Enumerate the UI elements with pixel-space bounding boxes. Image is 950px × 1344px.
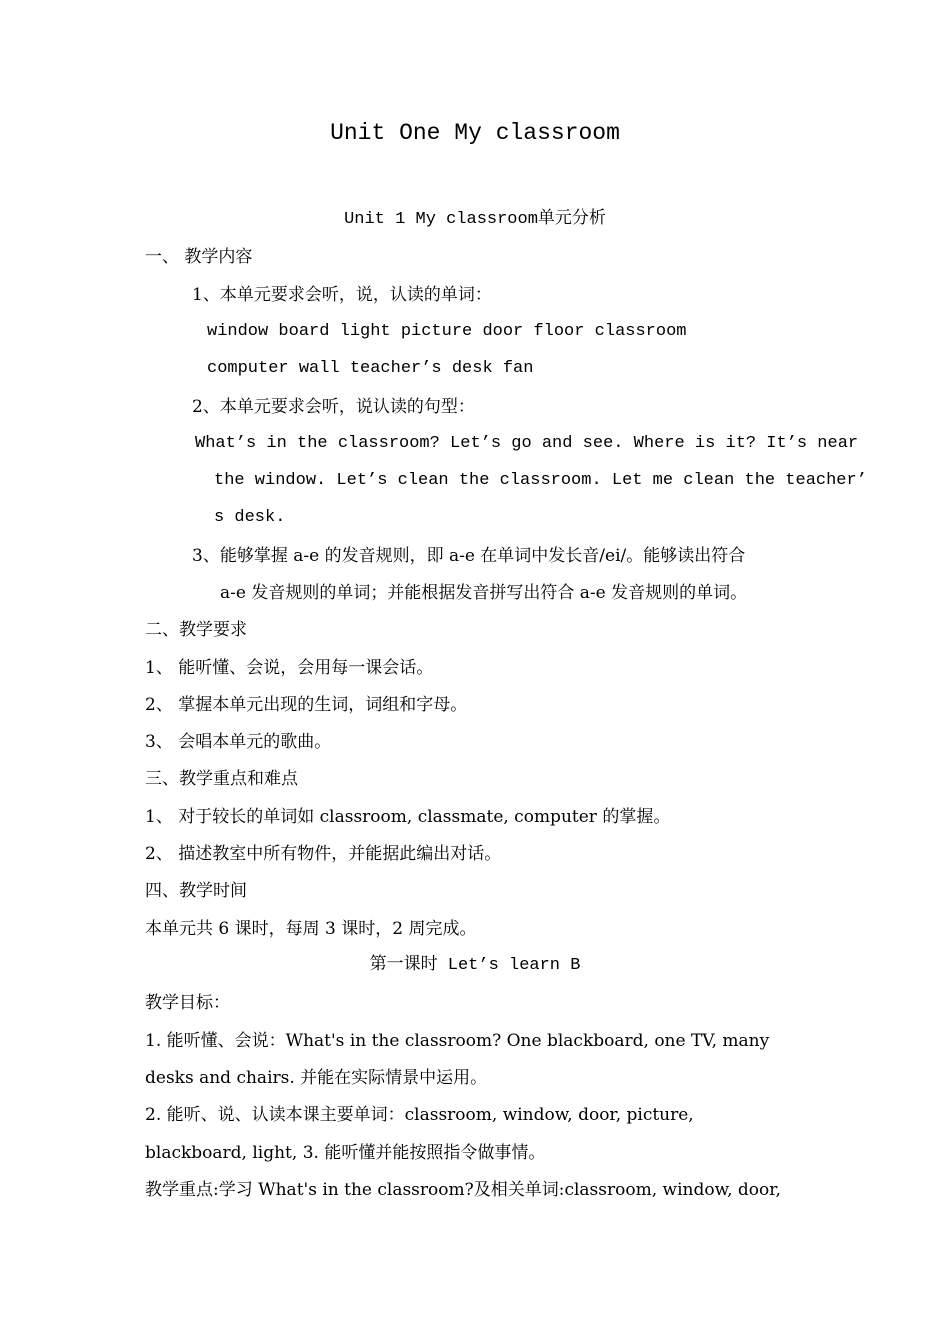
lesson-title: 第一课时 Let’s learn B	[369, 956, 581, 975]
requirement-item-1: 1、 能听懂、会说，会用每一课会话。	[145, 658, 434, 678]
sentence-line-3: s desk.	[214, 508, 286, 527]
vocab-list-line-2: computer wall teacher’s desk fan	[207, 359, 534, 378]
heading-teaching-time: 四、教学时间	[145, 881, 247, 901]
item-sentence-requirement: 2、本单元要求会听，说认读的句型：	[192, 397, 475, 417]
item-phonics-rule-cont: a-e 发音规则的单词；并能根据发音拼写出符合 a-e 发音规则的单词。	[220, 583, 748, 603]
vocab-list-line-1: window board light picture door floor classroom	[207, 322, 687, 341]
teaching-focus: 教学重点:学习 What's in the classroom?及相关单词:classroom, window, door,	[145, 1180, 781, 1200]
heading-teaching-content: 一、 教学内容	[145, 247, 253, 267]
requirement-item-3: 3、 会唱本单元的歌曲。	[145, 732, 332, 752]
item-vocab-requirement: 1、本单元要求会听，说，认读的单词：	[192, 285, 492, 305]
requirement-item-2: 2、 掌握本单元出现的生词，词组和字母。	[145, 695, 468, 715]
key-point-item-2: 2、 描述教室中所有物件，并能据此编出对话。	[145, 844, 502, 864]
sentence-line-1: What’s in the classroom? Let’s go and see. Where is it? It’s near	[195, 434, 859, 453]
objective-1-line-2: desks and chairs. 并能在实际情景中运用。	[145, 1068, 488, 1088]
heading-teaching-requirements: 二、教学要求	[145, 620, 247, 640]
document-title: Unit One My classroom	[330, 120, 620, 146]
objective-2-line-2: blackboard, light, 3. 能听懂并能按照指令做事情。	[145, 1143, 546, 1163]
heading-key-points: 三、教学重点和难点	[145, 769, 298, 789]
objective-2-line-1: 2. 能听、说、认读本课主要单词：classroom, window, door, picture,	[145, 1105, 694, 1125]
heading-objectives: 教学目标：	[145, 993, 230, 1013]
section-subtitle: Unit 1 My classroom单元分析	[344, 210, 606, 229]
sentence-line-2: the window. Let’s clean the classroom. Let me clean the teacher’	[214, 471, 867, 490]
objective-1-line-1: 1. 能听懂、会说：What's in the classroom? One blackboard, one TV, many	[145, 1031, 770, 1051]
teaching-time-text: 本单元共 6 课时，每周 3 课时，2 周完成。	[145, 919, 477, 939]
item-phonics-rule: 3、能够掌握 a-e 的发音规则，即 a-e 在单词中发长音/ei/。能够读出符合	[192, 546, 746, 566]
key-point-item-1: 1、 对于较长的单词如 classroom, classmate, computer 的掌握。	[145, 807, 671, 827]
